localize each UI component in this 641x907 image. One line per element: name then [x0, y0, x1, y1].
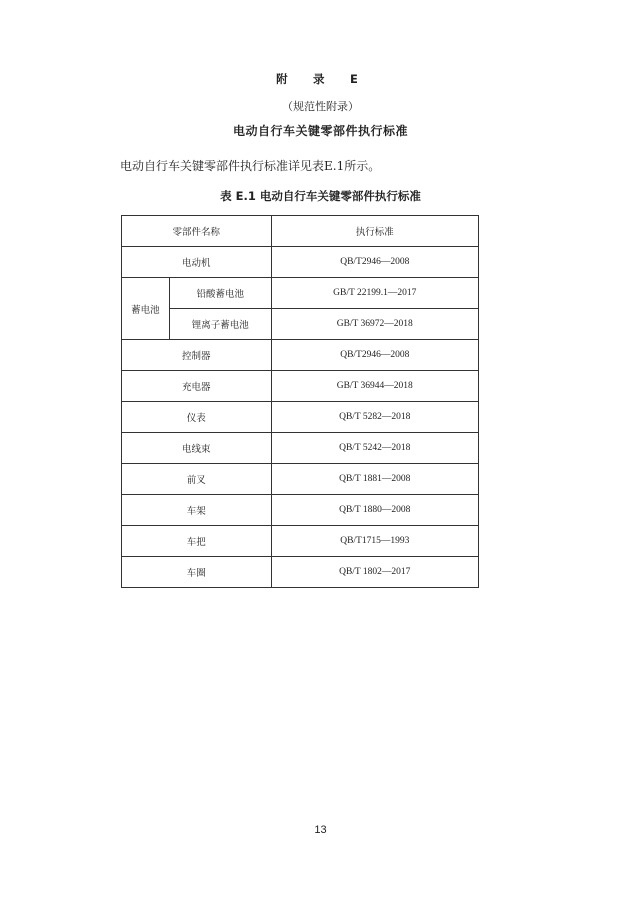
standard-cell: QB/T2946—2008 — [271, 340, 478, 371]
table-row — [122, 526, 479, 557]
standard-cell: QB/T2946—2008 — [271, 247, 478, 278]
table-row — [122, 433, 479, 464]
part-name-cell: 铅酸蓄电池 — [169, 278, 271, 309]
part-name-cell: 车把 — [122, 526, 272, 557]
standard-cell: QB/T 1802—2017 — [271, 557, 478, 588]
table-row — [122, 340, 479, 371]
appendix-title: 附 录 E — [276, 72, 365, 86]
standard-cell: QB/T1715—1993 — [271, 526, 478, 557]
standard-cell: QB/T 5282—2018 — [271, 402, 478, 433]
intro-paragraph: 电动自行车关键零部件执行标准详见表E.1所示。 — [120, 159, 381, 173]
battery-group-cell: 蓄电池 — [122, 278, 170, 340]
table-row — [122, 464, 479, 495]
page-number: 13 — [314, 824, 327, 836]
standard-cell: QB/T 1880—2008 — [271, 495, 478, 526]
appendix-subtitle: （规范性附录） — [282, 100, 359, 113]
table-row — [122, 557, 479, 588]
standards-table — [121, 215, 479, 588]
table-row — [122, 495, 479, 526]
standard-cell: GB/T 36972—2018 — [271, 309, 478, 340]
header-part-name: 零部件名称 — [122, 216, 272, 247]
part-name-cell: 车圈 — [122, 557, 272, 588]
table-header-row — [122, 216, 479, 247]
table-row — [122, 402, 479, 433]
part-name-cell: 仪表 — [122, 402, 272, 433]
standard-cell: GB/T 36944—2018 — [271, 371, 478, 402]
standard-cell: QB/T 1881—2008 — [271, 464, 478, 495]
part-name-cell: 电线束 — [122, 433, 272, 464]
table-row — [122, 278, 479, 309]
appendix-heading: 电动自行车关键零部件执行标准 — [232, 124, 408, 138]
part-name-cell: 充电器 — [122, 371, 272, 402]
table-row — [122, 371, 479, 402]
part-name-cell: 锂离子蓄电池 — [169, 309, 271, 340]
header-standard: 执行标准 — [271, 216, 478, 247]
table-caption: 表 E.1 电动自行车关键零部件执行标准 — [220, 189, 421, 203]
part-name-cell: 控制器 — [122, 340, 272, 371]
part-name-cell: 车架 — [122, 495, 272, 526]
part-name-cell: 前叉 — [122, 464, 272, 495]
standard-cell: QB/T 5242—2018 — [271, 433, 478, 464]
table-row — [122, 247, 479, 278]
table-row — [122, 309, 479, 340]
standard-cell: GB/T 22199.1—2017 — [271, 278, 478, 309]
part-name-cell: 电动机 — [122, 247, 272, 278]
